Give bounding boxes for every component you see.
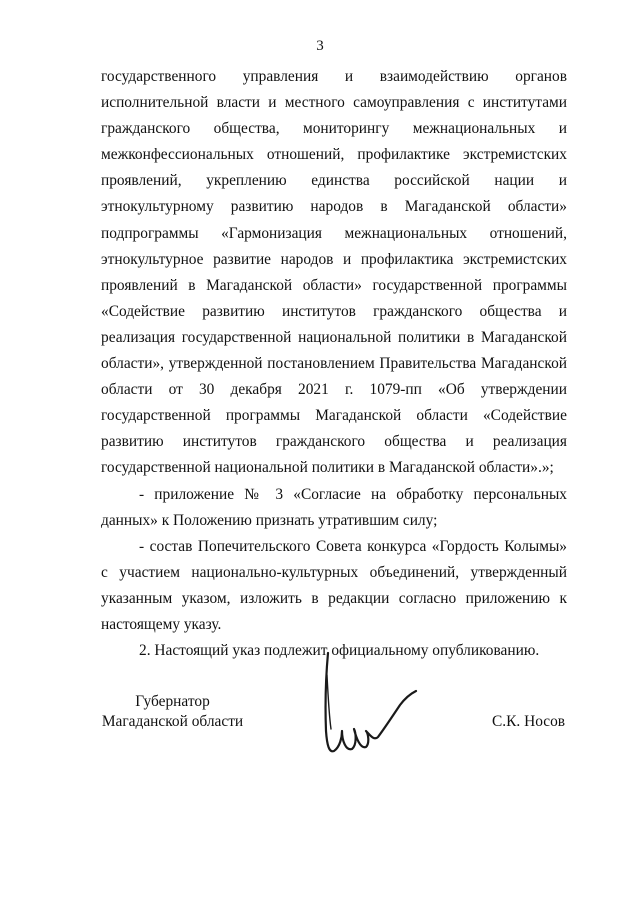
signatory-title-line1: Губернатор	[135, 693, 210, 710]
page-number: 3	[316, 38, 324, 54]
signatory-title	[100, 692, 245, 732]
paragraph-appendix-3: - приложение № 3 «Согласие на обработку персональных данных» к Положению признать утратившим силу;	[101, 485, 567, 529]
paragraph-program-text: государственного управления и взаимодействию органов исполнительной власти и местного самоуправления с институтами гражданского общества, мониторингу межнациональных и межконфессиональных отношений, профилактике экстремистских проявлений, укреплению единства российской нации и этнокультурному развитию народов в Магаданской области» подпрограммы «Гармонизация межнациональных отношений, этнокультурное развитие народов и профилактика экстремистских проявлений в Магаданской области» государственной программы «Содействие развитию институтов гражданского общества и реализация государственной национальной политики в Магаданской области», утвержденной постановлением Правительства Магаданской области от 30 декабря 2021 г. 1079-пп «Об утверждении государственной программы Магаданской области «Содействие развитию институтов гражданского общества и реализация государственной национальной политики в Магаданской области».»;	[101, 68, 567, 477]
handwritten-signature	[312, 645, 432, 765]
paragraph-board-composition: - состав Попечительского Совета конкурса «Гордость Колымы» с участием национально-культурных объединений, утвержденный указанным указом, изложить в редакции согласно приложению к настоящему указу.	[101, 537, 567, 633]
paragraph-publication: 2. Настоящий указ подлежит официальному опубликованию.	[139, 642, 540, 660]
signatory-title-line2: Магаданской области	[101, 713, 244, 730]
document-body	[101, 64, 567, 664]
signatory-name: С.К. Носов	[492, 713, 566, 730]
